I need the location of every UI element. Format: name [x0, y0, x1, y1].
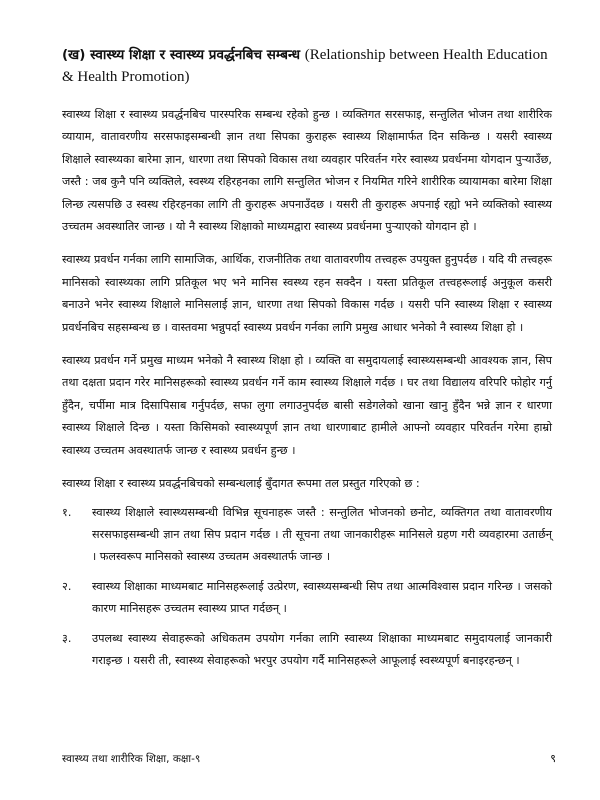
list-intro: स्वास्थ्य शिक्षा र स्वास्थ्य प्रवर्द्धनबिचको सम्बन्धलाई बुँदागत रूपमा तल प्रस्तुत गरिएको छ :: [62, 477, 420, 491]
list-item-text: स्वास्थ्य शिक्षाका माध्यमबाट मानिसहरूलाई उत्प्रेरण, स्वास्थ्यसम्बन्धी सिप तथा आत्मविश्वास प्रदान गरिन्छ । जसको कारण मानिसहरू उच्चतम स्वास्थ्य प्राप्त गर्दछन् ।: [92, 579, 552, 616]
section-heading-english: (Relationship between Health Education & Health Promotion): [62, 47, 548, 85]
paragraph-1: स्वास्थ्य शिक्षा र स्वास्थ्य प्रवर्द्धनबिच पारस्परिक सम्बन्ध रहेको हुन्छ । व्यक्तिगत सरसफाइ, सन्तुलित भोजन तथा शारीरिक व्यायाम, वातावरणीय सरसफाइसम्बन्धी ज्ञान तथा सिपका कुराहरू स्वास्थ्य शिक्षामार्फत दिन सकिन्छ । यसरी स्वास्थ्य शिक्षाले स्वास्थ्यका बारेमा ज्ञान, धारणा तथा सिपको विकास तथा व्यवहार परिवर्तन गरेर स्वास्थ्य प्रवर्धनमा योगदान पुऱ्याउँछ, जस्तै : जब कुनै पनि व्यक्तिले, स्वस्थ्य रहिरहनका लागि सन्तुलित भोजन र नियमित गरिने शारीरिक व्यायामका बारेमा शिक्षा लिन्छ त्यसपछि उ स्वस्थ रहिरहनका लागि ती कुराहरू अपनाउँदछ । यसरी ती कुराहरू अपनाई रह्यो भने व्यक्तिको स्वास्थ्य उच्चतम अवस्थातिर जान्छ । यो नै स्वास्थ्य शिक्षाको माध्यमद्वारा स्वास्थ्य प्रवर्धनमा पुऱ्याएको योगदान हो ।: [62, 108, 552, 234]
list-item-text: उपलब्ध स्वास्थ्य सेवाहरूको अधिकतम उपयोग गर्नका लागि स्वास्थ्य शिक्षाका माध्यमबाट समुदायलाई जानकारी गराइन्छ । यसरी ती, स्वास्थ्य सेवाहरूको भरपुर उपयोग गर्दै मानिसहरूले आफूलाई स्वस्थ्यपूर्ण बनाइरहन्छन् ।: [92, 631, 552, 667]
list-item: [62, 628, 552, 673]
list-item: [62, 576, 552, 621]
footer-book-title: स्वास्थ्य तथा शारीरिक शिक्षा, कक्षा-९: [62, 753, 201, 765]
list-item-number: २.: [62, 579, 72, 593]
list-item-text: स्वास्थ्य शिक्षाले स्वास्थ्यसम्बन्धी विभिन्न सूचनाहरू जस्तै : सन्तुलित भोजनको छनोट, व्यक्तिगत तथा वातावरणीय सरसफाइसम्बन्धी ज्ञान तथा सिप प्रदान गर्दछ । ती सूचना तथा जानकारीहरू मानिसले ग्रहण गरी व्यवहारमा उतार्छन् । फलस्वरूप मानिसको स्वास्थ्य उच्चतम अवस्थातर्फ जान्छ ।: [92, 505, 552, 564]
paragraph-3: स्वास्थ्य प्रवर्धन गर्ने प्रमुख माध्यम भनेको नै स्वास्थ्य शिक्षा हो । व्यक्ति वा समुदायलाई स्वास्थ्यसम्बन्धी आवश्यक ज्ञान, सिप तथा दक्षता प्रदान गरेर मानिसहरूको स्वास्थ्य प्रवर्धन गर्ने काम स्वास्थ्य शिक्षाले गर्दछ । घर तथा विद्यालय वरिपरि फोहोर गर्नु हुँदैन, चर्पीमा मात्र दिसापिसाब गर्नुपर्दछ, सफा लुगा लगाउनुपर्दछ बासी सडेगलेको खाना खानु हुँदैन भन्ने ज्ञान र धारणा स्वास्थ्य शिक्षाले दिन्छ । यस्ता किसिमको स्वास्थ्यपूर्ण ज्ञान तथा धारणाबाट हामीले आफ्नो व्यवहार परिवर्तन गरेमा हाम्रो स्वास्थ्य उच्चतम अवस्थातर्फ जान्छ र स्वास्थ्य प्रवर्धन हुन्छ ।: [62, 354, 552, 457]
section-heading: [62, 44, 552, 88]
list-item-number: ३.: [62, 631, 72, 645]
page-footer: [62, 751, 556, 767]
paragraph-2: स्वास्थ्य प्रवर्धन गर्नका लागि सामाजिक, आर्थिक, राजनीतिक तथा वातावरणीय तत्त्वहरू उपयुक्त हुनुपर्दछ । यदि यी तत्त्वहरू मानिसको स्वास्थ्यका लागि प्रतिकूल भए भने मानिस स्वस्थ्य रहन सक्दैन । यस्ता प्रतिकूल तत्त्वहरूलाई अनुकूल कसरी बनाउने भनेर स्वास्थ्य शिक्षाले मानिसलाई ज्ञान, धारणा तथा सिपको विकास गर्दछ । यसरी पनि स्वास्थ्य शिक्षा र स्वास्थ्य प्रवर्धनबिच सहसम्बन्ध छ । वास्तवमा भन्नुपर्दा स्वास्थ्य प्रवर्धन गर्नका लागि प्रमुख आधार भनेको नै स्वास्थ्य शिक्षा हो ।: [62, 253, 552, 334]
list-item-number: १.: [62, 505, 72, 519]
list-item: [62, 502, 552, 569]
page-number: ९: [550, 752, 556, 765]
numbered-list: [62, 502, 552, 673]
section-heading-nepali: (ख) स्वास्थ्य शिक्षा र स्वास्थ्य प्रवर्द्धनबिच सम्बन्ध: [62, 47, 301, 63]
page-content: [62, 44, 552, 679]
